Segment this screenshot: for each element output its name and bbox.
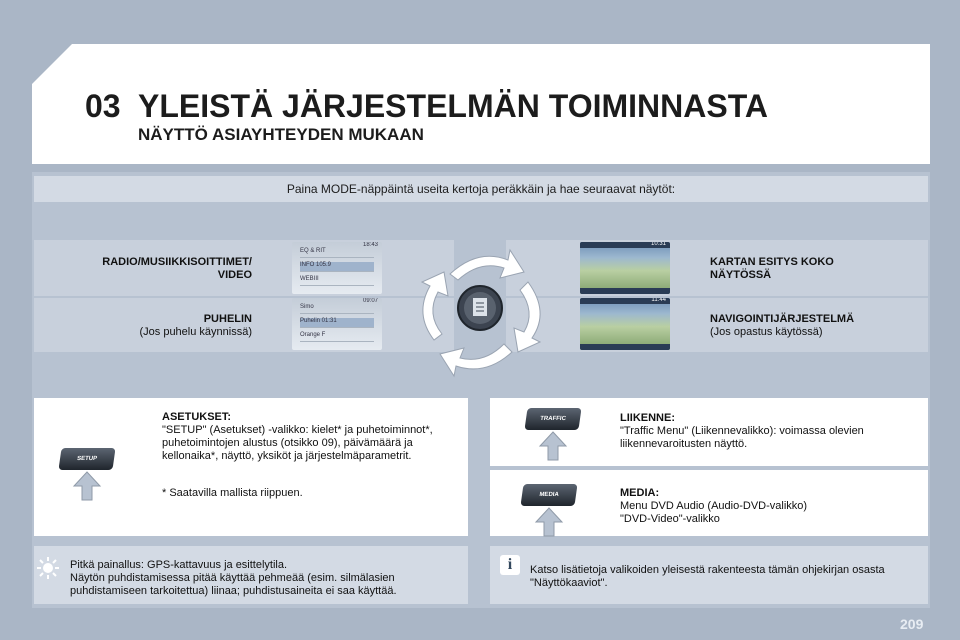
mode-radio-title2: VIDEO [217,269,252,281]
page-title: YLEISTÄ JÄRJESTELMÄN TOIMINNASTA [138,88,768,124]
radio-screen-time: 18:43 [362,242,378,248]
traffic-title: LIIKENNE: [620,412,675,424]
media-line1: Menu DVD Audio (Audio-DVD-valikko) [620,500,808,512]
arrow-up-icon [534,506,564,538]
page-number: 209 [900,616,924,632]
setup-title: ASETUKSET: [162,411,232,423]
mode-nav-note: (Jos opastus käytössä) [710,326,823,338]
phone-screen-line: Orange F [300,332,374,342]
mode-radio-label [40,256,252,282]
cycle-arrow-icon [422,272,448,340]
nav-screen-thumbnail [580,298,670,350]
traffic-button[interactable]: TRAFFIC [524,408,581,430]
mode-map-title: KARTAN ESITYS KOKO [710,256,834,268]
radio-screen-line: WEBIII [300,276,374,286]
mode-nav-label [710,313,920,339]
map-screen-time: 10:31 [650,242,666,247]
mode-phone-label [40,313,252,339]
media-line2: "DVD-Video"-valikko [620,513,720,525]
setup-description [162,411,452,463]
media-button[interactable]: MEDIA [520,484,577,506]
map-screen-bottombar [580,288,670,294]
intro-text: Paina MODE-näppäintä useita kertoja peräkkäin ja hae seuraavat näytöt: [286,182,676,196]
map-screen-thumbnail [580,242,670,294]
mode-map-label [710,256,920,282]
mode-phone-title: PUHELIN [203,313,252,325]
media-title: MEDIA: [620,487,660,499]
setup-text: "SETUP" (Asetukset) -valikko: kielet* ja puhetoiminnot*, puhetoimintojen alustus (otsikko 09), päivämäärä ja kellonaika*, näyttö, yksiköt ja järjestelmäparametrit. [162,424,433,462]
nav-screen-time: 11:44 [651,298,666,303]
phone-screen-thumbnail [292,298,382,350]
radio-screen-line: INFO 105.9 [300,262,374,272]
info-icon: i [500,555,520,575]
header-corner-cut [32,44,72,84]
cycle-arrow-icon [514,282,540,352]
tip-long-press: Pitkä painallus: GPS-kattavuus ja esittelytila. [70,559,288,571]
traffic-description [620,412,910,451]
arrow-up-icon [72,470,102,502]
media-description [620,487,910,526]
radio-screen-line: EQ & RIT [300,248,374,258]
chapter-number: 03 [85,88,121,124]
setup-note: * Saatavilla mallista riippuen. [162,487,303,499]
cycle-arrow-icon [440,344,512,376]
mode-phone-note: (Jos puhelu käynnissä) [139,326,252,338]
traffic-text: "Traffic Menu" (Liikennevalikko): voimassa olevien liikennevaroitusten näyttö. [620,425,864,450]
mode-map-title2: NÄYTÖSSÄ [710,269,772,281]
tip-left-text [70,559,462,598]
phone-screen-line: Simo [300,304,374,314]
sun-icon [36,556,60,580]
nav-screen-bottombar [580,344,670,350]
arrow-up-icon [538,430,568,462]
setup-button[interactable]: SETUP [58,448,115,470]
radio-screen-thumbnail [292,242,382,294]
mode-cycle-diagram [400,228,560,378]
phone-screen-line: Puhelin 01:31 [300,318,374,328]
cycle-arrow-icon [450,250,524,280]
tip-cleaning: Näytön puhdistamisessa pitää käyttää pehmeää (esim. silmälasien puhdistamiseen tarkoitettua) liinaa; puhdistusaineita ei saa käyttää. [70,572,397,597]
mode-radio-title: RADIO/MUSIIKKISOITTIMET/ [102,256,252,268]
tip-info-text: Katso lisätietoja valikoiden yleisestä rakenteesta tämän ohjekirjan osasta "Näyttökaaviot". [530,564,885,589]
mode-nav-title: NAVIGOINTIJÄRJESTELMÄ [710,313,855,325]
page-subtitle: NÄYTTÖ ASIAYHTEYDEN MUKAAN [138,125,424,144]
phone-screen-time: 09:07 [362,298,378,304]
